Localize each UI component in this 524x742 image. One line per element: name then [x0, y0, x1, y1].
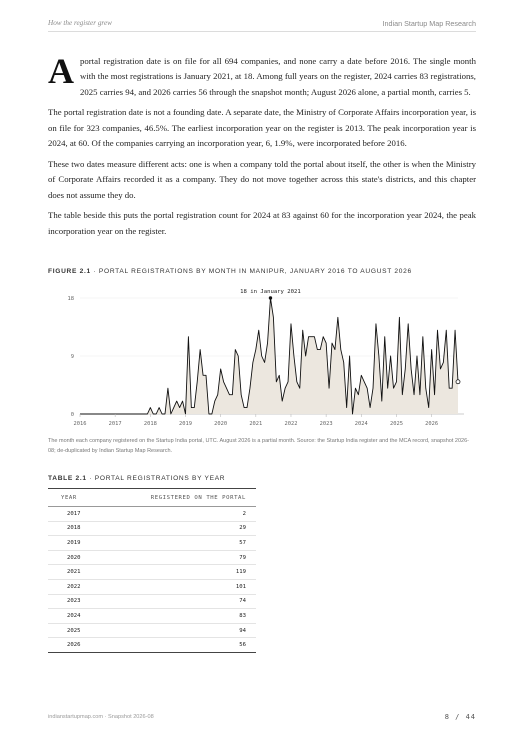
peak-marker	[269, 296, 272, 299]
table-row	[48, 594, 256, 609]
x-tick-label: 2023	[319, 421, 333, 427]
chapter-title: How the register grew	[48, 19, 112, 27]
cell-count: 57	[97, 536, 256, 551]
table-header-row	[48, 489, 256, 507]
x-tick-label: 2021	[249, 421, 263, 427]
cell-year: 2018	[48, 521, 97, 536]
cell-year: 2017	[48, 507, 97, 522]
table-row	[48, 536, 256, 551]
paragraph-2: The portal registration date is not a founding date. A separate date, the Ministry of Corporate Affairs incorporation year, is on file for 323 companies, 46.5%. The earliest incorporation year on the register is 2013. The peak incorporation year is 2024, at 60. Of the companies carrying an incorporation year, 6, 1.9%, were incorporated before 2016.	[48, 107, 476, 149]
cell-count: 79	[97, 550, 256, 565]
cell-year: 2026	[48, 638, 97, 653]
x-tick-label: 2019	[178, 421, 192, 427]
y-tick-label: 9	[70, 354, 74, 360]
x-tick-label: 2024	[354, 421, 368, 427]
paragraph-1	[48, 51, 476, 100]
table-title: PORTAL REGISTRATIONS BY YEAR	[94, 475, 226, 482]
x-axis-ticks	[74, 414, 439, 427]
table-row	[48, 638, 256, 653]
cell-year: 2019	[48, 536, 97, 551]
table-row	[48, 623, 256, 638]
header-divider	[48, 31, 476, 32]
body-text	[48, 51, 476, 245]
drop-cap: A	[48, 51, 74, 91]
total-pages: 44	[465, 713, 476, 721]
table-row	[48, 507, 256, 522]
registrations-table	[48, 488, 256, 653]
x-tick-label: 2025	[389, 421, 403, 427]
cell-count: 101	[97, 579, 256, 594]
page-number	[445, 713, 476, 721]
current-page: 8	[444, 713, 450, 721]
table-body	[48, 507, 256, 653]
column-header-year: YEAR	[48, 489, 97, 507]
registrations-chart	[48, 283, 476, 429]
cell-count: 74	[97, 594, 256, 609]
cell-year: 2022	[48, 579, 97, 594]
cell-count: 119	[97, 565, 256, 580]
x-tick-label: 2020	[214, 421, 228, 427]
x-tick-label: 2016	[73, 421, 87, 427]
column-header-count: REGISTERED ON THE PORTAL	[97, 489, 256, 507]
cell-year: 2025	[48, 623, 97, 638]
cell-count: 29	[97, 521, 256, 536]
y-tick-label: 0	[70, 412, 74, 418]
paragraph-1-text: portal registration date is on file for all 694 companies, and none carry a date before 2016. The single month with the most registrations is January 2021, at 18. Among full years on the register, 2024 carries 83 registrations, 2025 carries 94, and 2026 carries 56 through the snapshot month; August 2026 alone, a partial month, carries 5.	[80, 56, 476, 97]
table-label	[48, 475, 225, 482]
cell-year: 2024	[48, 609, 97, 624]
table-row	[48, 550, 256, 565]
table-separator: ·	[86, 475, 95, 482]
table-row	[48, 609, 256, 624]
figure-caption: The month each company registered on the Startup India portal, UTC. August 2026 is a partial month. Source: the Startup India register and the MCA record, snapshot 2026-08; de-duplicated by Indian Startup Map Research.	[48, 438, 469, 454]
table-row	[48, 579, 256, 594]
x-tick-label: 2017	[108, 421, 122, 427]
table-row	[48, 521, 256, 536]
x-tick-label: 2022	[284, 421, 298, 427]
page-separator: /	[455, 713, 461, 721]
table-number: TABLE 2.1	[48, 475, 87, 482]
paragraph-4: The table beside this puts the portal registration count for 2024 at 83 against 60 for the incorporation year 2024, the peak incorporation year on the register.	[48, 210, 476, 236]
figure-separator: ·	[90, 268, 99, 275]
cell-count: 56	[97, 638, 256, 653]
y-axis-ticks	[68, 296, 75, 418]
paragraph-3: These two dates measure different acts: one is when a company told the portal about itself, the other is when the Ministry of Corporate Affairs recorded it as a company. They do not move together across this state's districts, and this chapter does not assume they do.	[48, 158, 476, 200]
peak-annotation: 18 in January 2021	[240, 289, 301, 295]
publication-name: Indian Startup Map Research	[382, 18, 476, 28]
cell-count: 83	[97, 609, 256, 624]
figure-number: FIGURE 2.1	[48, 268, 91, 275]
y-tick-label: 18	[67, 296, 74, 302]
latest-month-marker	[456, 380, 460, 384]
figure-title: PORTAL REGISTRATIONS BY MONTH IN MANIPUR, JANUARY 2016 TO AUGUST 2026	[98, 268, 412, 275]
cell-year: 2020	[48, 550, 97, 565]
running-head	[48, 17, 476, 29]
cell-count: 2	[97, 507, 256, 522]
x-tick-label: 2018	[143, 421, 157, 427]
figure-label	[48, 268, 412, 275]
page-footer	[48, 712, 476, 722]
cell-year: 2023	[48, 594, 97, 609]
x-tick-label: 2026	[425, 421, 439, 427]
table-row	[48, 565, 256, 580]
cell-count: 94	[97, 623, 256, 638]
cell-year: 2021	[48, 565, 97, 580]
footer-source: indianstartupmap.com · Snapshot 2026-08	[48, 714, 154, 720]
